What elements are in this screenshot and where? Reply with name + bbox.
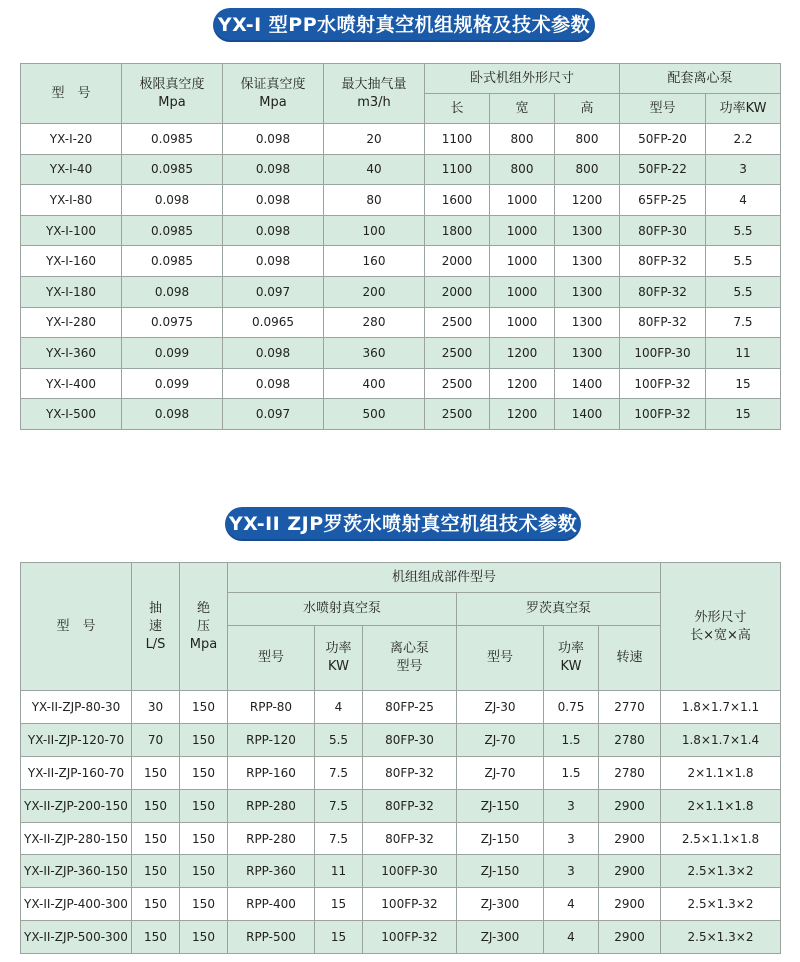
cell-pumping-speed: 150 xyxy=(132,822,180,855)
cell-ultimate-vacuum: 0.0985 xyxy=(122,154,223,185)
cell-max-pumping: 400 xyxy=(324,368,425,399)
cell-pump-model: 80FP-32 xyxy=(620,307,706,338)
cell-guaranteed-vacuum: 0.098 xyxy=(223,368,324,399)
cell-pump-model: 80FP-32 xyxy=(620,246,706,277)
cell-roots-power: 3 xyxy=(544,789,599,822)
cell-wj-model: RPP-400 xyxy=(228,888,315,921)
cell-wj-model: RPP-120 xyxy=(228,723,315,756)
header-width: 宽 xyxy=(490,94,555,124)
cell-length: 1100 xyxy=(425,124,490,155)
cell-model: YX-I-280 xyxy=(21,307,122,338)
cell-ultimate-vacuum: 0.099 xyxy=(122,368,223,399)
cell-pumping-speed: 150 xyxy=(132,888,180,921)
cell-centrifugal-model: 100FP-32 xyxy=(363,888,457,921)
cell-height: 800 xyxy=(555,154,620,185)
cell-guaranteed-vacuum: 0.098 xyxy=(223,124,324,155)
cell-length: 2500 xyxy=(425,399,490,430)
header-model: 型 号 xyxy=(21,563,132,691)
cell-roots-model: ZJ-150 xyxy=(457,822,544,855)
cell-dimensions: 1.8×1.7×1.1 xyxy=(661,691,781,724)
table-row xyxy=(21,399,781,430)
table-row xyxy=(21,368,781,399)
cell-roots-model: ZJ-70 xyxy=(457,723,544,756)
cell-height: 800 xyxy=(555,124,620,155)
cell-max-pumping: 100 xyxy=(324,215,425,246)
cell-height: 1300 xyxy=(555,276,620,307)
cell-pump-power: 7.5 xyxy=(706,307,781,338)
cell-pump-power: 15 xyxy=(706,399,781,430)
cell-dimensions: 2×1.1×1.8 xyxy=(661,789,781,822)
cell-pump-model: 100FP-30 xyxy=(620,338,706,369)
cell-roots-model: ZJ-150 xyxy=(457,855,544,888)
cell-dimensions: 2.5×1.3×2 xyxy=(661,888,781,921)
table-row xyxy=(21,307,781,338)
cell-pump-power: 5.5 xyxy=(706,276,781,307)
cell-pump-model: 50FP-22 xyxy=(620,154,706,185)
cell-length: 2500 xyxy=(425,368,490,399)
cell-pumping-speed: 70 xyxy=(132,723,180,756)
header-roots-power: 功率 KW xyxy=(544,626,599,691)
cell-model: YX-I-20 xyxy=(21,124,122,155)
header-dimensions: 卧式机组外形尺寸 xyxy=(425,64,620,94)
cell-max-pumping: 80 xyxy=(324,185,425,216)
cell-model: YX-I-80 xyxy=(21,185,122,216)
cell-roots-power: 1.5 xyxy=(544,723,599,756)
cell-roots-power: 4 xyxy=(544,921,599,954)
cell-width: 1200 xyxy=(490,399,555,430)
cell-absolute-pressure: 150 xyxy=(180,855,228,888)
cell-width: 800 xyxy=(490,124,555,155)
cell-ultimate-vacuum: 0.0985 xyxy=(122,246,223,277)
cell-centrifugal-model: 100FP-32 xyxy=(363,921,457,954)
cell-pumping-speed: 150 xyxy=(132,756,180,789)
cell-pump-model: 100FP-32 xyxy=(620,399,706,430)
cell-height: 1300 xyxy=(555,338,620,369)
cell-roots-rpm: 2900 xyxy=(599,822,661,855)
cell-model: YX-I-40 xyxy=(21,154,122,185)
cell-model: YX-I-500 xyxy=(21,399,122,430)
cell-max-pumping: 360 xyxy=(324,338,425,369)
cell-roots-power: 4 xyxy=(544,888,599,921)
cell-centrifugal-model: 80FP-25 xyxy=(363,691,457,724)
cell-model: YX-II-ZJP-360-150 xyxy=(21,855,132,888)
cell-max-pumping: 280 xyxy=(324,307,425,338)
cell-pump-model: 80FP-32 xyxy=(620,276,706,307)
spec-table-yx1 xyxy=(20,63,781,430)
cell-wj-model: RPP-280 xyxy=(228,789,315,822)
cell-pumping-speed: 30 xyxy=(132,691,180,724)
cell-model: YX-II-ZJP-80-30 xyxy=(21,691,132,724)
cell-width: 1000 xyxy=(490,215,555,246)
cell-absolute-pressure: 150 xyxy=(180,723,228,756)
cell-height: 1400 xyxy=(555,368,620,399)
table-row xyxy=(21,276,781,307)
table-row xyxy=(21,154,781,185)
cell-roots-rpm: 2900 xyxy=(599,789,661,822)
cell-wj-model: RPP-500 xyxy=(228,921,315,954)
table-row xyxy=(21,789,781,822)
cell-height: 1300 xyxy=(555,215,620,246)
header-pump-model: 型号 xyxy=(620,94,706,124)
cell-model: YX-I-160 xyxy=(21,246,122,277)
cell-roots-power: 3 xyxy=(544,822,599,855)
cell-model: YX-I-360 xyxy=(21,338,122,369)
cell-pump-power: 4 xyxy=(706,185,781,216)
cell-pump-power: 5.5 xyxy=(706,246,781,277)
cell-pumping-speed: 150 xyxy=(132,789,180,822)
cell-length: 1100 xyxy=(425,154,490,185)
cell-model: YX-I-400 xyxy=(21,368,122,399)
cell-roots-rpm: 2900 xyxy=(599,855,661,888)
header-ultimate-vacuum: 极限真空度 Mpa xyxy=(122,64,223,124)
cell-pump-power: 15 xyxy=(706,368,781,399)
cell-roots-model: ZJ-300 xyxy=(457,888,544,921)
cell-model: YX-II-ZJP-160-70 xyxy=(21,756,132,789)
cell-dimensions: 1.8×1.7×1.4 xyxy=(661,723,781,756)
cell-model: YX-I-100 xyxy=(21,215,122,246)
cell-ultimate-vacuum: 0.098 xyxy=(122,185,223,216)
cell-pumping-speed: 150 xyxy=(132,855,180,888)
cell-model: YX-II-ZJP-280-150 xyxy=(21,822,132,855)
cell-model: YX-I-180 xyxy=(21,276,122,307)
cell-guaranteed-vacuum: 0.098 xyxy=(223,215,324,246)
cell-guaranteed-vacuum: 0.0965 xyxy=(223,307,324,338)
cell-centrifugal-model: 80FP-30 xyxy=(363,723,457,756)
cell-pump-model: 65FP-25 xyxy=(620,185,706,216)
cell-length: 1600 xyxy=(425,185,490,216)
cell-length: 1800 xyxy=(425,215,490,246)
table-row xyxy=(21,921,781,954)
table-row xyxy=(21,185,781,216)
cell-roots-power: 1.5 xyxy=(544,756,599,789)
cell-wj-model: RPP-160 xyxy=(228,756,315,789)
cell-pumping-speed: 150 xyxy=(132,921,180,954)
header-length: 长 xyxy=(425,94,490,124)
cell-dimensions: 2.5×1.1×1.8 xyxy=(661,822,781,855)
cell-height: 1200 xyxy=(555,185,620,216)
header-water-jet-pump: 水喷射真空泵 xyxy=(228,593,457,626)
cell-height: 1400 xyxy=(555,399,620,430)
cell-centrifugal-model: 100FP-30 xyxy=(363,855,457,888)
cell-ultimate-vacuum: 0.0985 xyxy=(122,124,223,155)
cell-absolute-pressure: 150 xyxy=(180,921,228,954)
cell-pump-power: 5.5 xyxy=(706,215,781,246)
cell-wj-power: 7.5 xyxy=(315,822,363,855)
cell-pump-power: 3 xyxy=(706,154,781,185)
cell-roots-rpm: 2780 xyxy=(599,756,661,789)
header-height: 高 xyxy=(555,94,620,124)
cell-width: 1000 xyxy=(490,185,555,216)
cell-width: 1200 xyxy=(490,338,555,369)
cell-ultimate-vacuum: 0.0985 xyxy=(122,215,223,246)
header-pumping-speed: 抽 速 L/S xyxy=(132,563,180,691)
cell-roots-power: 0.75 xyxy=(544,691,599,724)
cell-length: 2000 xyxy=(425,276,490,307)
cell-pump-model: 100FP-32 xyxy=(620,368,706,399)
cell-roots-rpm: 2900 xyxy=(599,888,661,921)
cell-wj-power: 11 xyxy=(315,855,363,888)
header-components: 机组组成部件型号 xyxy=(228,563,661,593)
cell-wj-model: RPP-360 xyxy=(228,855,315,888)
cell-guaranteed-vacuum: 0.098 xyxy=(223,154,324,185)
cell-roots-model: ZJ-150 xyxy=(457,789,544,822)
cell-absolute-pressure: 150 xyxy=(180,822,228,855)
cell-max-pumping: 160 xyxy=(324,246,425,277)
cell-width: 1200 xyxy=(490,368,555,399)
header-pump: 配套离心泵 xyxy=(620,64,781,94)
header-dimensions: 外形尺寸 长×宽×高 xyxy=(661,563,781,691)
cell-wj-power: 5.5 xyxy=(315,723,363,756)
cell-absolute-pressure: 150 xyxy=(180,888,228,921)
cell-centrifugal-model: 80FP-32 xyxy=(363,822,457,855)
cell-width: 1000 xyxy=(490,276,555,307)
cell-max-pumping: 200 xyxy=(324,276,425,307)
header-roots-rpm: 转速 xyxy=(599,626,661,691)
cell-wj-power: 7.5 xyxy=(315,756,363,789)
cell-wj-power: 15 xyxy=(315,921,363,954)
table-row xyxy=(21,888,781,921)
cell-wj-power: 7.5 xyxy=(315,789,363,822)
cell-wj-model: RPP-280 xyxy=(228,822,315,855)
cell-model: YX-II-ZJP-500-300 xyxy=(21,921,132,954)
cell-roots-power: 3 xyxy=(544,855,599,888)
cell-wj-model: RPP-80 xyxy=(228,691,315,724)
cell-model: YX-II-ZJP-120-70 xyxy=(21,723,132,756)
cell-centrifugal-model: 80FP-32 xyxy=(363,756,457,789)
cell-absolute-pressure: 150 xyxy=(180,756,228,789)
cell-roots-rpm: 2770 xyxy=(599,691,661,724)
header-guaranteed-vacuum: 保证真空度 Mpa xyxy=(223,64,324,124)
cell-roots-rpm: 2780 xyxy=(599,723,661,756)
cell-roots-model: ZJ-70 xyxy=(457,756,544,789)
cell-dimensions: 2.5×1.3×2 xyxy=(661,921,781,954)
table-row xyxy=(21,756,781,789)
cell-width: 1000 xyxy=(490,307,555,338)
cell-ultimate-vacuum: 0.098 xyxy=(122,276,223,307)
cell-roots-model: ZJ-30 xyxy=(457,691,544,724)
header-roots-model: 型号 xyxy=(457,626,544,691)
table-row xyxy=(21,691,781,724)
cell-wj-power: 4 xyxy=(315,691,363,724)
cell-pump-power: 2.2 xyxy=(706,124,781,155)
header-wj-power: 功率 KW xyxy=(315,626,363,691)
cell-length: 2500 xyxy=(425,338,490,369)
table-row xyxy=(21,723,781,756)
table1-title-banner: YX-I 型PP水喷射真空机组规格及技术参数 xyxy=(213,8,595,42)
table-row xyxy=(21,822,781,855)
cell-guaranteed-vacuum: 0.097 xyxy=(223,276,324,307)
header-wj-model: 型号 xyxy=(228,626,315,691)
cell-pump-power: 11 xyxy=(706,338,781,369)
header-roots-pump: 罗茨真空泵 xyxy=(457,593,661,626)
cell-absolute-pressure: 150 xyxy=(180,691,228,724)
cell-guaranteed-vacuum: 0.098 xyxy=(223,246,324,277)
cell-wj-power: 15 xyxy=(315,888,363,921)
cell-length: 2000 xyxy=(425,246,490,277)
table-row xyxy=(21,338,781,369)
cell-model: YX-II-ZJP-400-300 xyxy=(21,888,132,921)
table-row xyxy=(21,855,781,888)
cell-centrifugal-model: 80FP-32 xyxy=(363,789,457,822)
header-absolute-pressure: 绝 压 Mpa xyxy=(180,563,228,691)
spec-table-yx2 xyxy=(20,562,781,954)
table-row xyxy=(21,246,781,277)
header-max-pumping: 最大抽气量 m3/h xyxy=(324,64,425,124)
cell-guaranteed-vacuum: 0.098 xyxy=(223,185,324,216)
cell-guaranteed-vacuum: 0.097 xyxy=(223,399,324,430)
cell-guaranteed-vacuum: 0.098 xyxy=(223,338,324,369)
cell-ultimate-vacuum: 0.099 xyxy=(122,338,223,369)
cell-ultimate-vacuum: 0.0975 xyxy=(122,307,223,338)
cell-max-pumping: 20 xyxy=(324,124,425,155)
cell-pump-model: 80FP-30 xyxy=(620,215,706,246)
cell-length: 2500 xyxy=(425,307,490,338)
cell-height: 1300 xyxy=(555,246,620,277)
table2-title-banner: YX-II ZJP罗茨水喷射真空机组技术参数 xyxy=(225,507,581,541)
cell-model: YX-II-ZJP-200-150 xyxy=(21,789,132,822)
cell-dimensions: 2×1.1×1.8 xyxy=(661,756,781,789)
cell-max-pumping: 500 xyxy=(324,399,425,430)
cell-max-pumping: 40 xyxy=(324,154,425,185)
header-pump-power: 功率KW xyxy=(706,94,781,124)
cell-roots-rpm: 2900 xyxy=(599,921,661,954)
cell-absolute-pressure: 150 xyxy=(180,789,228,822)
table-row xyxy=(21,215,781,246)
cell-width: 800 xyxy=(490,154,555,185)
cell-roots-model: ZJ-300 xyxy=(457,921,544,954)
cell-dimensions: 2.5×1.3×2 xyxy=(661,855,781,888)
header-centrifugal-model: 离心泵 型号 xyxy=(363,626,457,691)
cell-height: 1300 xyxy=(555,307,620,338)
cell-ultimate-vacuum: 0.098 xyxy=(122,399,223,430)
cell-width: 1000 xyxy=(490,246,555,277)
table-row xyxy=(21,124,781,155)
cell-pump-model: 50FP-20 xyxy=(620,124,706,155)
header-model: 型 号 xyxy=(21,64,122,124)
